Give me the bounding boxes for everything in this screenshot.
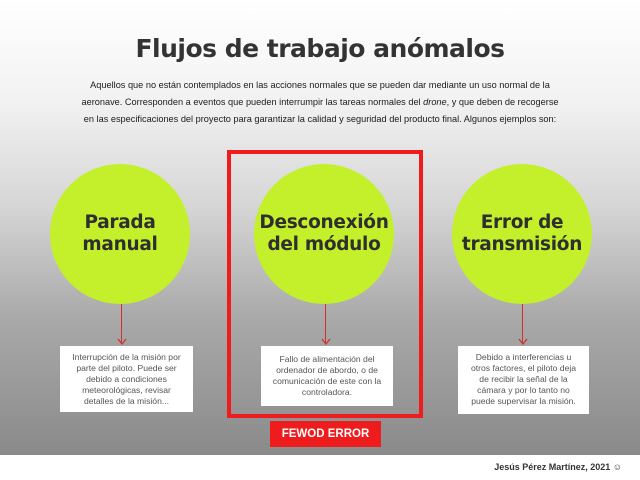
flow-description-box <box>458 346 589 414</box>
flow-circle-error-transmision <box>452 164 592 304</box>
author-credit: Jesús Pérez Martínez, 2021 ☺ <box>494 462 622 472</box>
arrow-down-icon <box>518 304 528 346</box>
flow-description: Fallo de alimentación del ordenador de abordo, o de comunicación de este con la controladora. <box>272 354 382 397</box>
flow-title: Parada manual <box>82 212 158 255</box>
arrowhead-icon <box>518 338 528 346</box>
flow-description-box <box>60 346 193 412</box>
intro-text-1: Aquellos que no están contemplados en las acciones normales que se pueden dar mediante un uso normal de la aeronave. Corresponden a eventos que pueden interrumpir las tareas normales del <box>81 80 550 107</box>
intro-emphasis: drone <box>423 97 447 107</box>
flow-title: Error de transmisión <box>461 212 583 255</box>
error-highlight-label: FEWOD ERROR <box>270 421 381 447</box>
flow-title: Desconexión del módulo <box>259 212 389 255</box>
arrow-down-icon <box>117 304 127 346</box>
arrowhead-icon <box>117 338 127 346</box>
error-highlight-frame <box>227 150 423 418</box>
flow-description: Debido a interferencias u otros factores, el piloto deja de recibir la señal de la cámara y por lo tanto no puede supervisar la misión. <box>470 352 577 406</box>
flow-circle-parada-manual <box>50 164 190 304</box>
flow-description: Interrupción de la misión por parte del piloto. Puede ser debido a condiciones meteorológicas, revisar detalles de la misión... <box>72 352 181 406</box>
intro-text-2: , y que deben de recogerse en las especificaciones del proyecto para garantizar la calidad y seguridad del producto final. Algunos ejemplos son: <box>83 97 559 124</box>
page-title: Flujos de trabajo anómalos <box>135 34 505 63</box>
intro-paragraph <box>78 77 562 128</box>
